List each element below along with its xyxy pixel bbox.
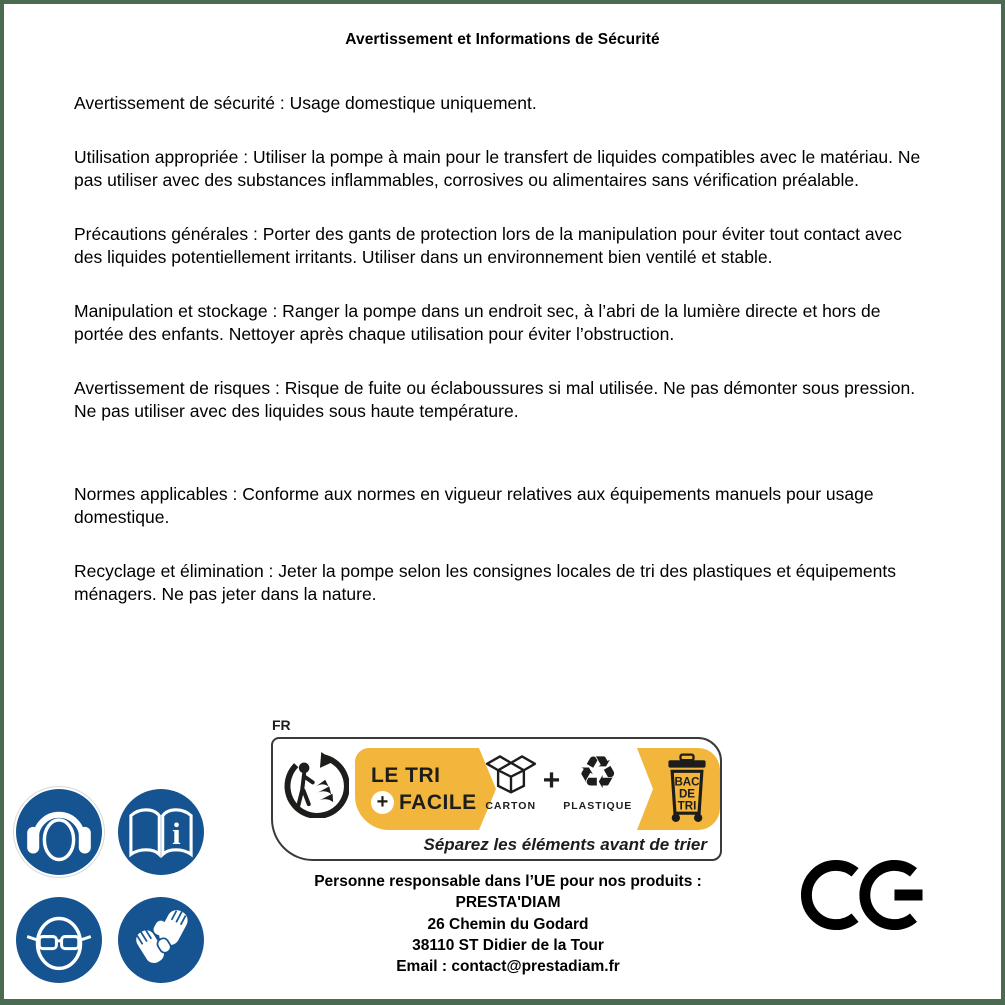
page-title: Avertissement et Informations de Sécurité xyxy=(345,31,660,48)
risk-paragraph: Avertissement de risques : Risque de fuite ou éclaboussures si mal utilisée. Ne pas démonter sous pression. Ne pas utiliser avec des liquides sous haute température. xyxy=(74,377,916,421)
read-instruction-manual-icon xyxy=(118,789,204,875)
responsible-heading: Personne responsable dans l’UE pour nos produits : xyxy=(314,873,702,890)
bin-text-line: DE xyxy=(678,787,696,801)
document-body xyxy=(4,31,1001,607)
sorting-instruction: Séparez les éléments avant de trier xyxy=(423,835,707,854)
country-code-label: FR xyxy=(272,717,291,733)
storage-paragraph: Manipulation et stockage : Ranger la pompe dans un endroit sec, à l’abri de la lumière directe et hors de portée des enfants. Nettoyer après chaque utilisation pour éviter l’obstruction. xyxy=(74,300,881,344)
banner-line2: FACILE xyxy=(399,790,477,814)
bin-text-line: TRI xyxy=(677,799,697,813)
sorting-bin-arrow xyxy=(637,748,720,830)
materials-row xyxy=(481,746,633,829)
material-label: CARTON xyxy=(485,800,537,812)
recycling-paragraph: Recyclage et élimination : Jeter la pompe selon les consignes locales de tri des plastiques et équipements ménagers. Ne pas jeter dans la nature. xyxy=(74,560,896,604)
standards-paragraph: Normes applicables : Conforme aux normes en vigueur relatives aux équipements manuels pour usage domestique. xyxy=(74,483,874,527)
le-tri-facile-banner xyxy=(355,748,479,830)
plus-icon: + xyxy=(371,791,394,814)
mandatory-safety-icons xyxy=(16,789,204,983)
usage-paragraph: Utilisation appropriée : Utiliser la pompe à main pour le transfert de liquides compatibles avec le matériau. Ne pas utiliser avec des substances inflammables, corrosives ou alimentaires sans vérification préalable. xyxy=(74,146,921,190)
plus-separator: + xyxy=(542,764,561,797)
triman-recycling-figure-icon xyxy=(283,752,349,818)
wear-ear-protection-icon xyxy=(16,789,102,875)
svg-text:i: i xyxy=(172,816,181,852)
address-line: 38110 ST Didier de la Tour xyxy=(412,936,604,954)
sorting-bin-icon xyxy=(661,753,713,825)
banner-line1: LE TRI xyxy=(371,763,441,787)
wear-protective-gloves-icon xyxy=(118,897,204,983)
precautions-paragraph: Précautions générales : Porter des gants de protection lors de la manipulation pour éviter tout contact avec des liquides potentiellement irritants. Utiliser dans un environnement bien ventilé et stable. xyxy=(74,223,902,267)
info-tri-box xyxy=(271,737,722,861)
eu-responsible-block xyxy=(276,871,740,977)
recycling-triangle-icon: ♻ xyxy=(577,746,618,799)
material-plastique xyxy=(563,746,633,812)
safety-paragraph: Avertissement de sécurité : Usage domestique uniquement. xyxy=(74,93,537,113)
email-line: Email : contact@prestadiam.fr xyxy=(396,958,620,976)
carton-box-icon xyxy=(482,750,540,796)
wear-eye-protection-icon xyxy=(16,897,102,983)
recycling-info-label xyxy=(271,717,722,861)
bin-text-line: BAC xyxy=(674,775,700,789)
material-label: PLASTIQUE xyxy=(563,800,633,812)
ce-mark-icon xyxy=(801,845,949,945)
address-line: 26 Chemin du Godard xyxy=(427,915,589,933)
material-carton xyxy=(482,749,540,812)
company-name: PRESTA'DIAM xyxy=(455,894,561,912)
